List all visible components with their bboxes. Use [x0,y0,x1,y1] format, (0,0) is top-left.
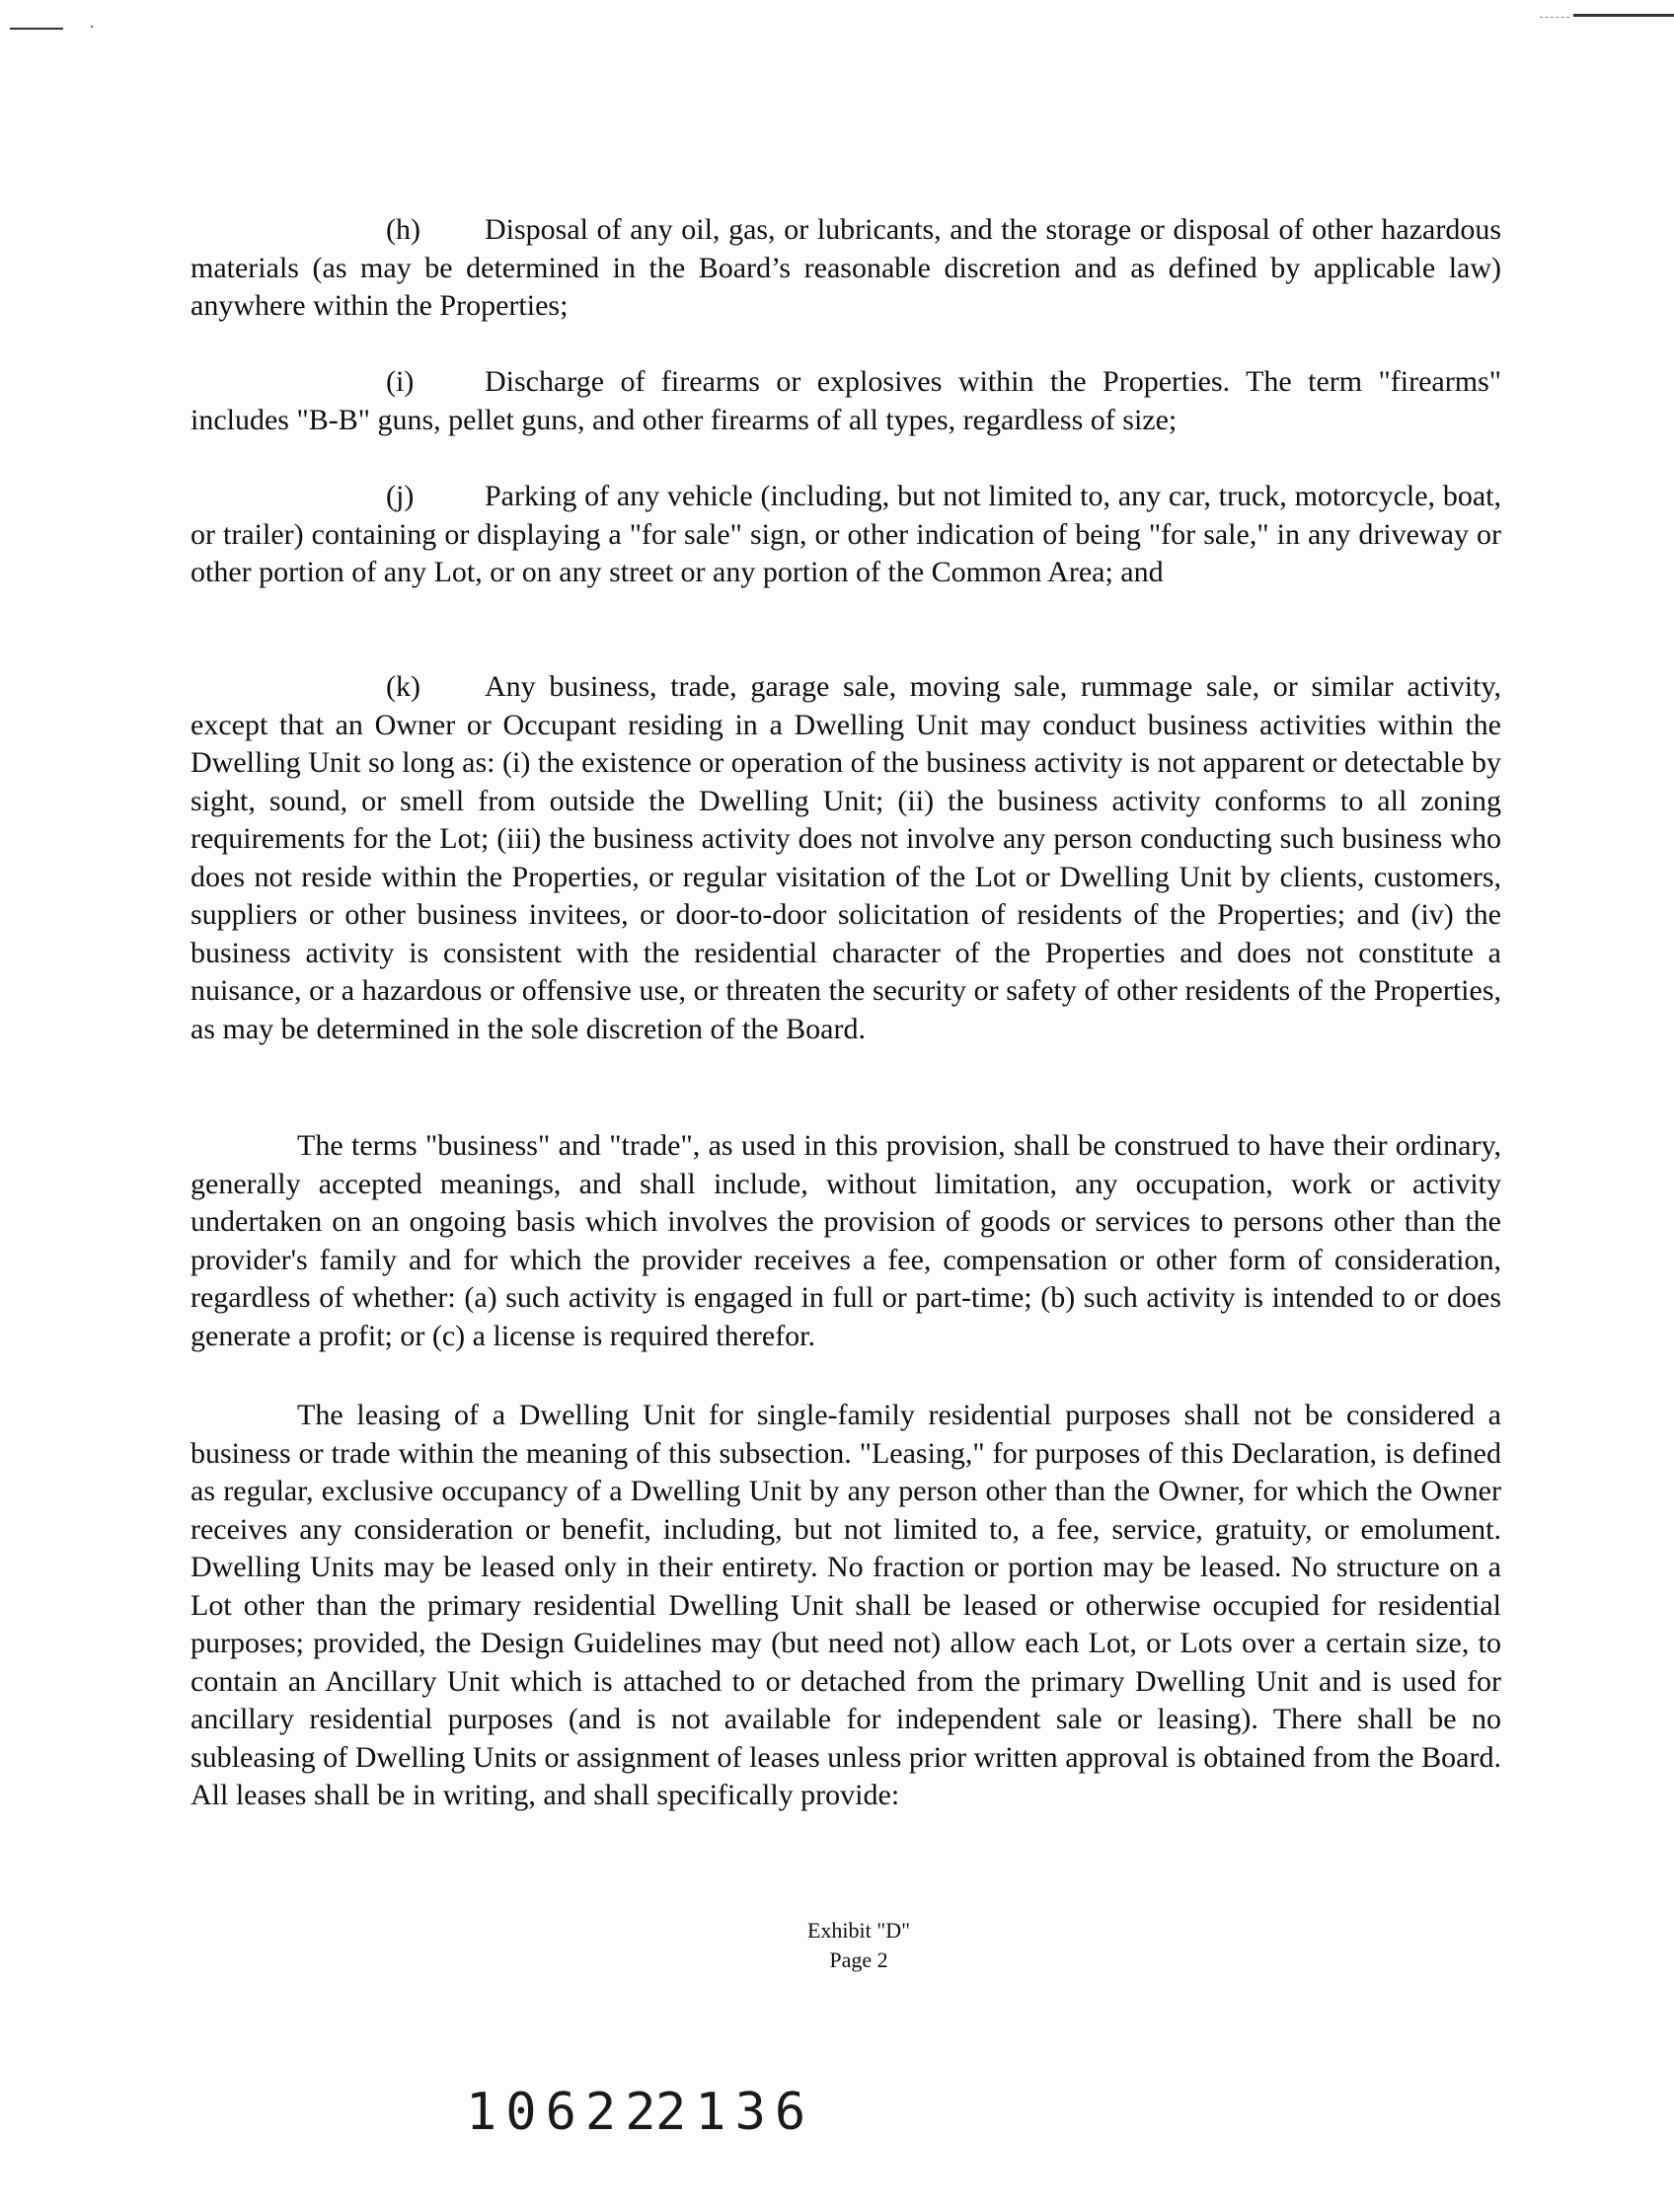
exhibit-label: Exhibit "D" [806,1918,911,1943]
item-label: (k) [386,670,420,703]
restriction-item-j [190,478,1501,592]
restriction-item-h [190,211,1501,326]
restriction-item-k [190,668,1501,1048]
item-label: (h) [386,213,420,246]
scan-artifact-line [1540,17,1569,18]
leasing-paragraph: The leasing of a Dwelling Unit for single-family residential purposes shall not be considered a business or trade within the meaning of this subsection. "Leasing," for purposes of this Declaration, is defined as regular, exclusive occupancy of a Dwelling Unit by any person other than the Owner, for which the Owner receives any consideration or benefit, including, but not limited to, a fee, service, gratuity, or emolument. Dwelling Units may be leased only in their entirety. No fraction or portion may be leased. No structure on a Lot other than the primary residential Dwelling Unit shall be leased or otherwise occupied for residential purposes; provided, the Design Guidelines may (but need not) allow each Lot, or Lots over a certain size, to contain an Ancillary Unit which is attached to or detached from the primary Dwelling Unit and is used for ancillary residential purposes (and is not available for independent sale or leasing). There shall be no subleasing of Dwelling Units or assignment of leases unless prior written approval is obtained from the Board. All leases shall be in writing, and shall specifically provide: [190,1399,1501,1811]
item-label: (j) [386,480,415,512]
restriction-item-i [190,363,1501,439]
recording-stamp-page: 2136 [655,2083,815,2142]
page-number: Page 2 [829,1947,888,1972]
scan-artifact-line [1573,14,1674,17]
item-text: Any business, trade, garage sale, moving sale, rummage sale, or similar activity, except that an Owner or Occupant residing in a Dwelling Unit may conduct business activities within the Dwelling Unit so long as: (i) the existence or operation of the business activity is not apparent or detectable by sight, sound, or smell from outside the Dwelling Unit; (ii) the business activity conforms to all zoning requirements for the Lot; (iii) the business activity does not involve any person conducting such business who does not reside within the Properties, or regular visitation of the Lot or Dwelling Unit by clients, customers, suppliers or other business invitees, or door-to-door solicitation of residents of the Properties; and (iv) the business activity is consistent with the residential character of the Properties and does not constitute a nuisance, or a hazardous or offensive use, or threaten the security or safety of other residents of the Properties, as may be determined in the sole discretion of the Board. [190,670,1501,1045]
business-definition-paragraph: The terms "business" and "trade", as used in this provision, shall be construed to have their ordinary, generally accepted meanings, and shall include, without limitation, any occupation, work or activity undertaken on an ongoing basis which involves the provision of goods or services to persons other than the provider's family and for which the provider receives a fee, compensation or other form of consideration, regardless of whether: (a) such activity is engaged in full or part-time; (b) such activity is intended to or does generate a profit; or (c) a license is required therefor. [190,1129,1501,1352]
scan-artifact-line [10,28,63,30]
item-label: (i) [386,365,415,398]
item-text: Discharge of firearms or explosives within the Properties. The term "firearms" includes "B-B" guns, pellet guns, and other firearms of all types, regardless of size; [190,365,1501,436]
scan-artifact-dot [91,26,93,28]
item-text: Disposal of any oil, gas, or lubricants, and the storage or disposal of other hazardous materials (as may be determined in the Board’s reasonable discretion and as defined by applicable law) anywhere within the Properties; [190,213,1501,322]
recording-stamp-book: 10622 [466,2083,665,2142]
item-text: Parking of any vehicle (including, but not limited to, any car, truck, motorcycle, boat, or trailer) containing or displaying a "for sale" sign, or other indication of being "for sale," in any driveway or other portion of any Lot, or on any street or any portion of the Common Area; and [190,480,1501,588]
